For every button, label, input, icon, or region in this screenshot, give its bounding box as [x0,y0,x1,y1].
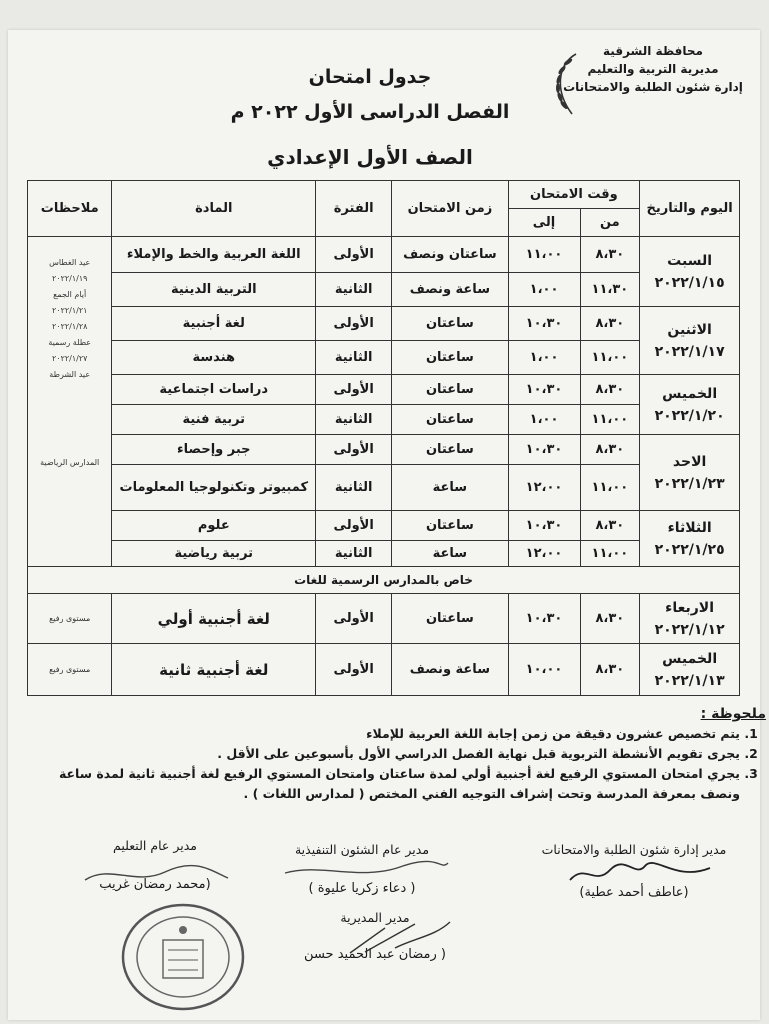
day-date: ٢٠٢٢/١/٢٥ [654,541,725,558]
notes-section [26,706,766,804]
time-from: ٨،٣٠ [580,594,640,644]
time-to: ١١،٠٠ [508,237,580,273]
signatory-name: (محمد رمضان غريب [99,877,211,892]
note-item: 3. يجري امتحان المستوي الرفيع لغة أجنبية أولي لمدة ساعتان وامتحان المستوي الرفيع لغة أجنبية ثانية لمدة ساعة ونصف بمعرفة المدرسة وتحت إشراف التوجيه الفني المختص ( لمدارس اللغات ) . [26,764,740,804]
time-to: ١٢،٠٠ [508,465,580,511]
subject: تربية رياضية [112,541,316,567]
signatory-role: مدير إدارة شئون الطلبة والامتحانات [541,842,727,857]
document-title: جدول امتحان [308,66,432,88]
time-from: ١١،٠٠ [580,465,640,511]
governorate-name: محافظة الشرقية [603,44,703,58]
signature-scribble-icon [280,855,450,885]
table-row [28,644,740,696]
signatory-name: ( دعاء زكريا عليوة ) [308,881,416,896]
header-to: إلى [508,209,580,237]
table-row [28,465,740,511]
day-cell [640,307,740,375]
day-date: ٢٠٢٢/١/١٢ [654,621,725,638]
day-name: الاحد [672,453,707,470]
header-duration: زمن الامتحان [392,181,508,237]
time-to: ١،٠٠ [508,341,580,375]
period: الأولى [316,237,392,273]
time-from: ١١،٠٠ [580,541,640,567]
duration: ساعتان ونصف [392,237,508,273]
day-name: الاربعاء [665,599,715,616]
special-section-heading: خاص بالمدارس الرسمية للغات [28,567,740,594]
day-date: ٢٠٢٢/١/١٥ [654,274,725,291]
period: الثانية [316,465,392,511]
header-period: الفترة [316,181,392,237]
period: الثانية [316,405,392,435]
table-row [28,273,740,307]
day-date: ٢٠٢٢/١/٢٣ [654,475,725,492]
day-cell [640,375,740,435]
level-note: مستوى رفيع [28,594,112,644]
time-from: ١١،٠٠ [580,341,640,375]
time-to: ١٢،٠٠ [508,541,580,567]
subject: كمبيوتر وتكنولوجيا المعلومات [112,465,316,511]
table-row [28,511,740,541]
level-note: مستوى رفيع [28,644,112,696]
subject: دراسات اجتماعية [112,375,316,405]
time-to: ١،٠٠ [508,273,580,307]
time-to: ١٠،٣٠ [508,435,580,465]
signatory-role: مدير عام الشئون التنفيذية [294,842,430,857]
day-name: الخميس [662,650,718,667]
document-titles [180,62,560,182]
table-row [28,405,740,435]
subject: لغة أجنبية ثانية [112,644,316,696]
period: الأولى [316,644,392,696]
directorate-name: مديرية التربية والتعليم [587,62,719,76]
period: الأولى [316,511,392,541]
table-row [28,307,740,341]
time-from: ٨،٣٠ [580,435,640,465]
day-date: ٢٠٢٢/١/١٣ [654,672,725,689]
day-name: السبت [667,252,713,269]
subject: تربية فنية [112,405,316,435]
table-row [28,435,740,465]
day-name: الخميس [662,385,718,402]
official-stamp-icon [118,900,248,1015]
time-from: ١١،٠٠ [580,405,640,435]
table-row [28,541,740,567]
day-date: ٢٠٢٢/١/٢٠ [654,407,725,424]
duration: ساعتان [392,341,508,375]
period: الأولى [316,375,392,405]
subject: علوم [112,511,316,541]
duration: ساعتان [392,511,508,541]
day-date: ٢٠٢٢/١/١٧ [654,343,725,360]
signature-scribble-icon [565,858,715,888]
period: الأولى [316,594,392,644]
day-cell [640,594,740,644]
duration: ساعتان [392,307,508,341]
document-subtitle: الفصل الدراسى الأول ٢٠٢٢ م [230,101,510,123]
table-row [28,341,740,375]
header-from: من [580,209,640,237]
duration: ساعتان [392,405,508,435]
time-to: ١٠،٠٠ [508,644,580,696]
header-notes: ملاحظات [28,181,112,237]
day-cell [640,435,740,511]
time-from: ٨،٣٠ [580,375,640,405]
signatory-name: ( رمضان عبد الحميد حسن [304,947,446,962]
time-to: ١،٠٠ [508,405,580,435]
duration: ساعة [392,465,508,511]
signatory-role: مدير عام التعليم [113,838,197,853]
subject: اللغة العربية والخط والإملاء [112,237,316,273]
time-from: ٨،٣٠ [580,644,640,696]
day-cell [640,237,740,307]
duration: ساعتان [392,594,508,644]
time-to: ١٠،٣٠ [508,307,580,341]
duration: ساعة ونصف [392,644,508,696]
holiday-notes: عيد الغطاس ٢٠٢٢/١/١٩ أيام الجمع ٢٠٢٢/١/٢١ ٢٠٢٢/١/٢٨ عطلة رسمية ٢٠٢٢/١/٢٧ عيد الشرطة المدارس الرياضية [28,237,112,567]
exam-schedule-table [27,180,740,696]
signatory-name: (عاطف أحمد عطية) [579,885,689,900]
header-day: اليوم والتاريخ [640,181,740,237]
time-to: ١٠،٣٠ [508,375,580,405]
period: الأولى [316,435,392,465]
signatory-role: مدير المديرية [340,910,410,925]
day-name: الثلاثاء [667,519,712,536]
period: الثانية [316,273,392,307]
day-cell [640,511,740,567]
subject: التربية الدينية [112,273,316,307]
table-row [28,375,740,405]
period: الثانية [316,341,392,375]
time-from: ٨،٣٠ [580,307,640,341]
time-from: ٨،٣٠ [580,511,640,541]
time-from: ١١،٣٠ [580,273,640,307]
period: الثانية [316,541,392,567]
header-time: وقت الامتحان [508,181,640,209]
time-to: ١٠،٣٠ [508,594,580,644]
time-from: ٨،٣٠ [580,237,640,273]
header-subject: المادة [112,181,316,237]
note-item: 2. يجرى تقويم الأنشطة التربوية قبل نهاية الفصل الدراسي الأول بأسبوعين على الأقل . [26,744,740,764]
department-name: إدارة شئون الطلبة والامتحانات [563,80,743,94]
duration: ساعتان [392,375,508,405]
day-name: الاثنين [667,321,712,338]
grade-title: الصف الأول الإعدادي [267,145,473,169]
duration: ساعتان [392,435,508,465]
notes-heading: ملحوظة : [700,706,766,722]
table-row [28,594,740,644]
period: الأولى [316,307,392,341]
subject: لغة أجنبية أولي [112,594,316,644]
subject: هندسة [112,341,316,375]
signature-scribble-icon [345,918,455,958]
duration: ساعة ونصف [392,273,508,307]
subject: لغة أجنبية [112,307,316,341]
signature-scribble-icon [80,860,230,888]
time-to: ١٠،٣٠ [508,511,580,541]
note-item: 1. يتم تخصيص عشرون دقيقة من زمن إجابة اللغة العربية للإملاء [26,724,740,744]
day-cell [640,644,740,696]
table-row [28,237,740,273]
subject: جبر وإحصاء [112,435,316,465]
duration: ساعة [392,541,508,567]
